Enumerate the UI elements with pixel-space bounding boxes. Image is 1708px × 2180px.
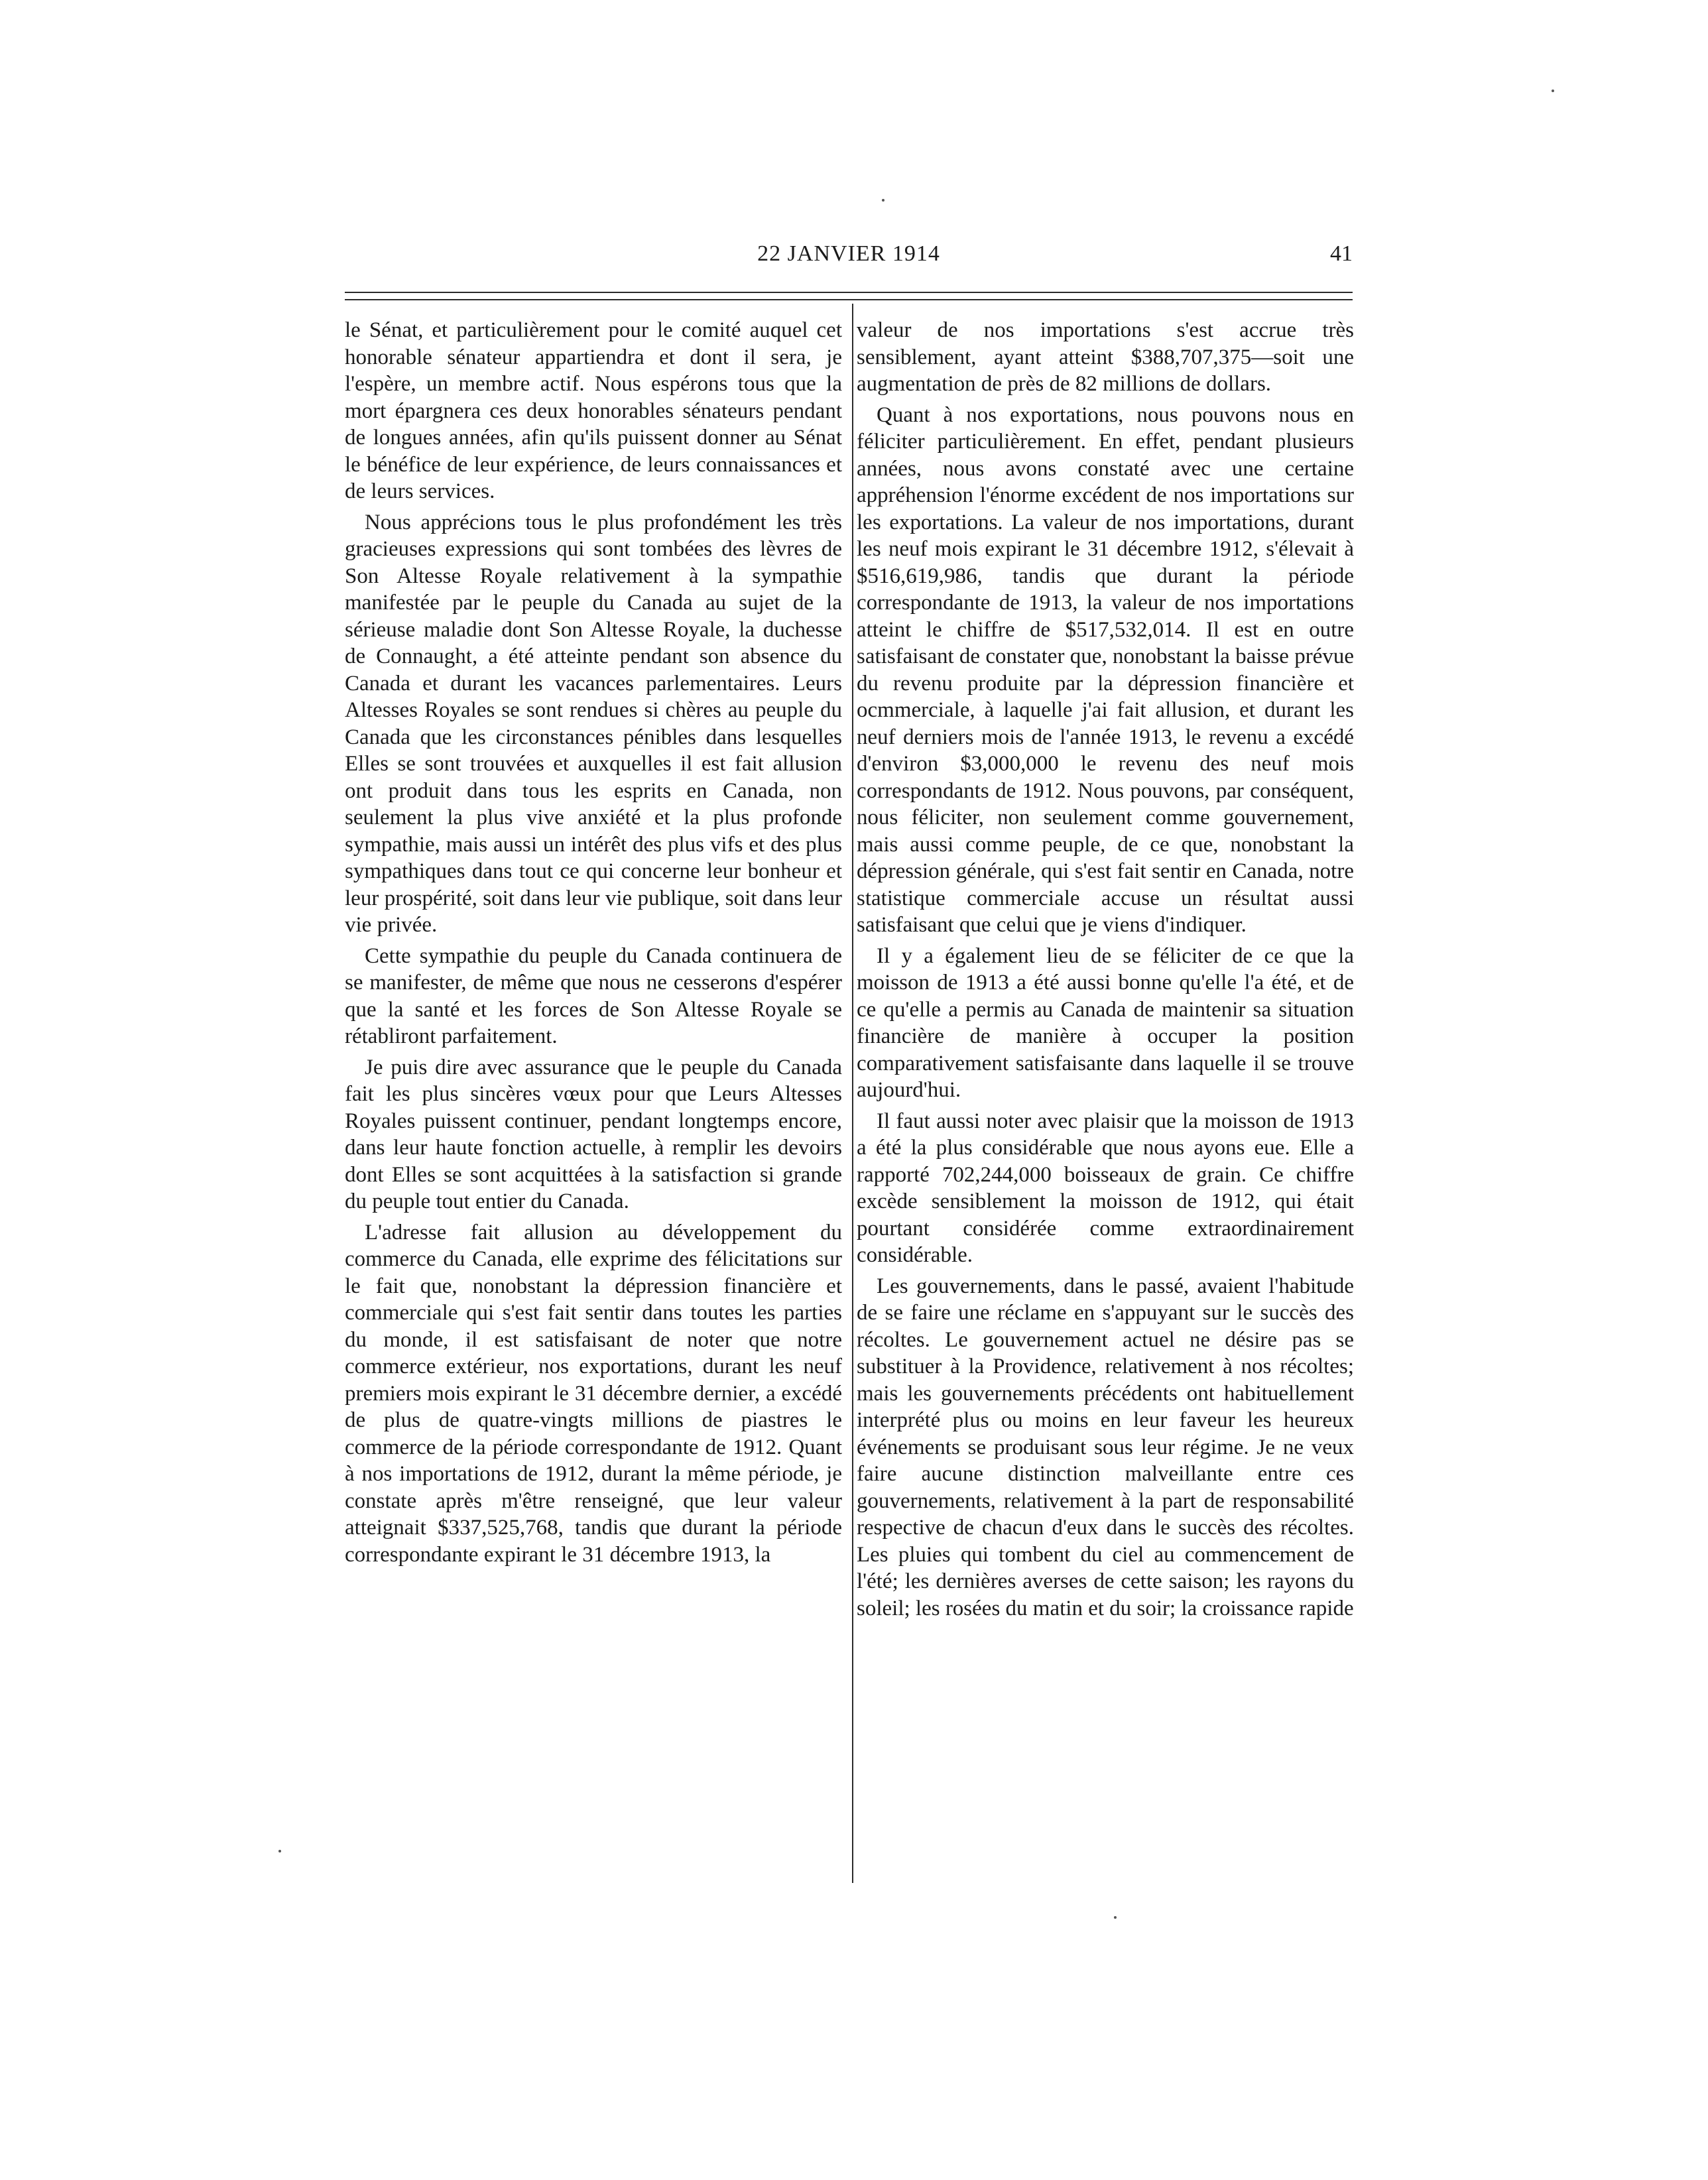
scan-speck	[882, 199, 884, 202]
left-column	[345, 317, 842, 1572]
scan-speck	[278, 1850, 281, 1852]
paragraph: le Sénat, et particulièrement pour le comité auquel cet honorable sénateur appartiendra et dont il sera, je l'espère, un membre actif. Nous espérons tous que la mort épargnera ces deux honorables sénateurs pendant de longues années, afin qu'ils puissent donner au Sénat le bénéfice de leur expérience, de leurs connaissances et de leurs services.	[345, 318, 842, 503]
right-column	[857, 317, 1354, 1626]
paragraph: Les gouvernements, dans le passé, avaient l'habitude de se faire une réclame en s'appuyant sur le succès des récoltes. Le gouvernement actuel ne désire pas se substituer à la Providence, relativement à nos récoltes; mais les gouvernements précédents ont habituellement interprété plus ou moins en leur faveur les heureux événements se produisant sous leur régime. Je ne veux faire aucune distinction malveillante entre ces gouvernements, relativement à la part de responsabilité respective de chacun d'eux dans le succès des récoltes. Les pluies qui tombent du ciel au commencement de l'été; les dernières averses de cette saison; les rayons du soleil; les rosées du matin et du soir; la croissance rapide	[857, 1274, 1354, 1620]
page-number: 41	[1330, 241, 1353, 266]
paragraph: L'adresse fait allusion au développement du commerce du Canada, elle exprime des félicitations sur le fait que, nonobstant la dépression financière et commerciale qui s'est fait sentir dans toutes les parties du monde, il est satisfaisant de noter que notre commerce extérieur, nos exportations, durant les neuf premiers mois expirant le 31 décembre dernier, a excédé de plus de quatre-vingts millions de piastres le commerce de la période correspondante de 1912. Quant à nos importations de 1912, durant la même période, je constate après m'être renseigné, que leur valeur atteignait $337,525,768, tandis que durant la période correspondante expirant le 31 décembre 1913, la	[345, 1220, 842, 1567]
paragraph: Il y a également lieu de se féliciter de ce que la moisson de 1913 a été aussi bonne qu'elle l'a été, et de ce qu'elle a permis au Canada de maintenir sa situation financière de manière à occuper la position comparativement satisfaisante dans laquelle il se trouve aujourd'hui.	[857, 943, 1354, 1102]
paragraph: valeur de nos importations s'est accrue très sensiblement, ayant atteint $388,707,375—soit une augmentation de près de 82 millions de dollars.	[857, 318, 1354, 396]
header-rule-top	[345, 292, 1353, 293]
column-divider	[852, 304, 853, 1883]
paragraph: Quant à nos exportations, nous pouvons nous en féliciter particulièrement. En effet, pendant plusieurs années, nous avons constaté avec une certaine appréhension l'énorme excédent de nos importations sur les exportations. La valeur de nos importations, durant les neuf mois expirant le 31 décembre 1912, s'élevait à $516,619,986, tandis que durant la période correspondante de 1913, la valeur de nos importations atteint le chiffre de $517,532,014. Il est en outre satisfaisant de constater que, nonobstant la baisse prévue du revenu produite par la dépression financière et ocmmerciale, à laquelle j'ai fait allusion, et durant les neuf derniers mois de l'année 1913, le revenu a excédé d'environ $3,000,000 le revenu des neuf mois correspondants de 1912. Nous pouvons, par conséquent, nous féliciter, non seulement comme gouvernement, mais aussi comme peuple, de ce que, nonobstant la dépression générale, qui s'est fait sentir en Canada, notre statistique commerciale accuse un résultat aussi satisfaisant que celui que je viens d'indiquer.	[857, 402, 1354, 937]
running-title: 22 JANVIER 1914	[757, 241, 940, 266]
paragraph: Nous apprécions tous le plus profondément les très gracieuses expressions qui sont tombées des lèvres de Son Altesse Royale relativement à la sympathie manifestée par le peuple du Canada au sujet de la sérieuse maladie dont Son Altesse Royale, la duchesse de Connaught, a été atteinte pendant son absence du Canada et durant les vacances parlementaires. Leurs Altesses Royales se sont rendues si chères au peuple du Canada que les circonstances pénibles dans lesquelles Elles se sont trouvées et auxquelles il est fait allusion ont produit dans tous les esprits en Canada, non seulement la plus vive anxiété et la plus profonde sympathie, mais aussi un intérêt des plus vifs et des plus sympathiques dans tout ce qui concerne leur bonheur et leur prospérité, soit dans leur vie publique, soit dans leur vie privée.	[345, 510, 842, 937]
header-rule-bottom	[345, 299, 1353, 300]
page-header	[345, 237, 1353, 271]
scan-speck	[1552, 90, 1554, 92]
scan-speck	[1114, 1916, 1117, 1919]
paragraph: Cette sympathie du peuple du Canada continuera de se manifester, de même que nous ne cesserons d'espérer que la santé et les forces de Son Altesse Royale se rétabliront parfaitement.	[345, 943, 842, 1048]
paragraph: Il faut aussi noter avec plaisir que la moisson de 1913 a été la plus considérable que nous ayons eue. Elle a rapporté 702,244,000 boisseaux de grain. Ce chiffre excède sensiblement la moisson de 1912, qui était pourtant considérée comme extraordinairement considérable.	[857, 1109, 1354, 1267]
paragraph: Je puis dire avec assurance que le peuple du Canada fait les plus sincères vœux pour que Leurs Altesses Royales puissent continuer, pendant longtemps encore, dans leur haute fonction actuelle, à remplir les devoirs dont Elles se sont acquittées à la satisfaction si grande du peuple tout entier du Canada.	[345, 1055, 842, 1213]
